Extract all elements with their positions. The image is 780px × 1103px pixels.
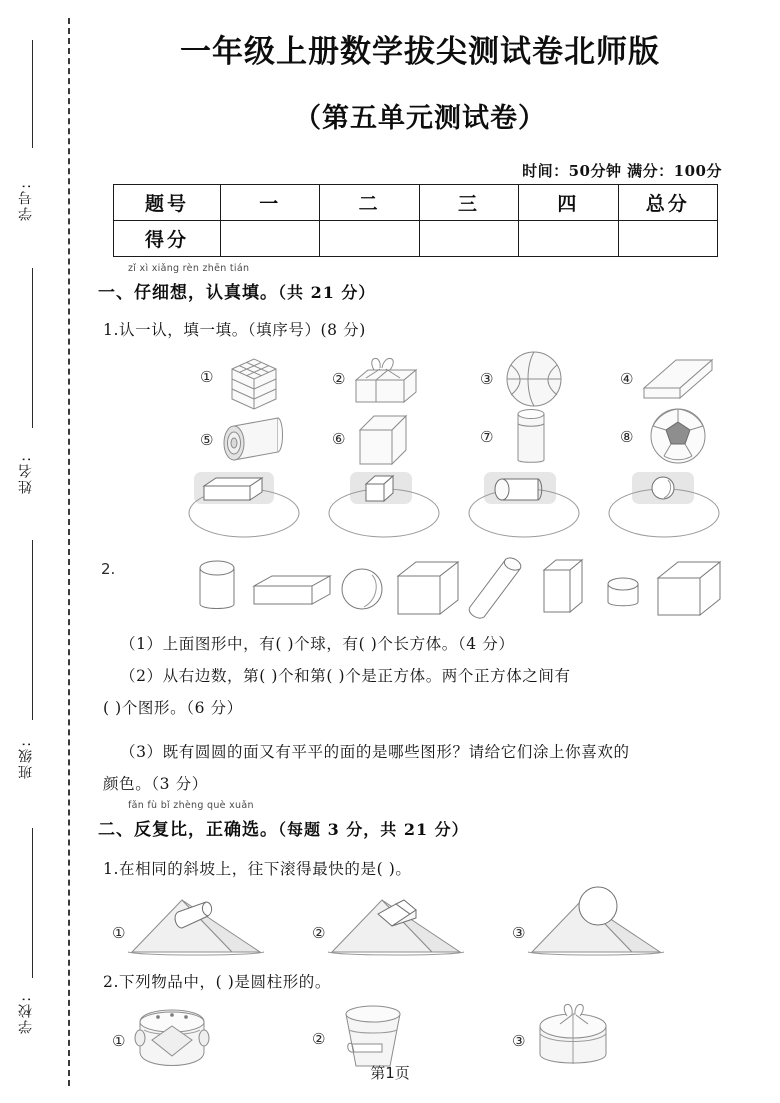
section1-q1-item-7 bbox=[478, 404, 578, 468]
section2-heading-text: 二、反复比，正确选。 bbox=[98, 820, 278, 840]
table-row bbox=[114, 185, 718, 221]
score-table-row-label: 得分 bbox=[114, 221, 221, 257]
section1-q2-shape-cylinder-tilted bbox=[466, 555, 530, 621]
section1-q2-shape-cuboid-flat bbox=[250, 572, 334, 618]
margin-label-name: 姓名: bbox=[18, 455, 34, 494]
section2-q1-option-3[interactable] bbox=[510, 890, 700, 958]
svg-text:④: ④ bbox=[620, 370, 634, 388]
score-cell-2[interactable] bbox=[320, 221, 419, 257]
svg-text:②: ② bbox=[312, 924, 326, 942]
section1-q1-oval-cuboid[interactable] bbox=[182, 470, 322, 542]
svg-text:⑥: ⑥ bbox=[332, 430, 346, 448]
section1-q1-item-6 bbox=[330, 408, 450, 470]
margin-column bbox=[0, 0, 66, 1103]
svg-text:③: ③ bbox=[512, 924, 526, 942]
section1-q2-shape-cube bbox=[394, 558, 462, 620]
exam-meta: 时间：50分钟 满分：100分 bbox=[522, 162, 722, 180]
margin-rule-1 bbox=[32, 40, 33, 148]
section1-q1-item-5 bbox=[198, 412, 318, 468]
score-table-header-4: 四 bbox=[519, 185, 618, 221]
margin-label-student-id: 学号: bbox=[18, 182, 34, 221]
section1-q2-sub3-line2: 颜色。（3 分） bbox=[103, 775, 208, 793]
page-footer: 第1页 bbox=[370, 1064, 410, 1082]
score-table-header-1: 一 bbox=[221, 185, 320, 221]
score-cell-3[interactable] bbox=[419, 221, 518, 257]
section1-heading bbox=[98, 278, 375, 303]
section2-heading bbox=[98, 815, 469, 840]
margin-label-school: 学校: bbox=[18, 995, 34, 1034]
score-table bbox=[113, 184, 718, 257]
section1-q1-item-4 bbox=[618, 352, 728, 410]
section1-q2-sub1: （1）上面图形中，有( )个球，有( )个长方体。（4 分） bbox=[120, 635, 515, 653]
svg-text:①: ① bbox=[200, 368, 214, 386]
section1-q2-label: 2. bbox=[101, 560, 116, 578]
section1-q1-item-8 bbox=[618, 404, 723, 468]
section1-q1-item-2 bbox=[330, 352, 460, 410]
score-table-header-2: 二 bbox=[320, 185, 419, 221]
score-cell-1[interactable] bbox=[221, 221, 320, 257]
svg-text:⑦: ⑦ bbox=[480, 428, 494, 446]
svg-text:③: ③ bbox=[512, 1032, 526, 1050]
margin-rule-4 bbox=[32, 828, 33, 978]
svg-text:①: ① bbox=[112, 924, 126, 942]
perforation-dashed-line bbox=[68, 18, 70, 1086]
section2-points: （每题 3 分，共 21 分） bbox=[278, 820, 469, 839]
section1-q1-item-1 bbox=[198, 352, 318, 410]
svg-text:⑧: ⑧ bbox=[620, 428, 634, 446]
page-subtitle: （第五单元测试卷） bbox=[294, 103, 546, 134]
section1-q1-oval-sphere[interactable] bbox=[602, 470, 742, 542]
section2-q1-option-1[interactable] bbox=[110, 890, 300, 958]
margin-rule-2 bbox=[32, 268, 33, 428]
section1-q2-sub2-line2: ( )个图形。（6 分） bbox=[103, 699, 243, 717]
section1-q2-shape-sphere bbox=[338, 565, 386, 613]
section1-q2-sub2-line1: （2）从右边数，第( )个和第( )个是正方体。两个正方体之间有 bbox=[120, 667, 571, 685]
section1-points: （共 21 分） bbox=[278, 283, 376, 302]
section1-q1-item-3 bbox=[478, 348, 578, 410]
section1-heading-text: 一、仔细想，认真填。 bbox=[98, 283, 278, 303]
svg-text:②: ② bbox=[332, 370, 346, 388]
score-cell-4[interactable] bbox=[519, 221, 618, 257]
section1-q2-shape-cylinder bbox=[190, 556, 246, 618]
section1-q2-shape-cylinder-short bbox=[600, 574, 648, 616]
section2-q1-text: 1.在相同的斜坡上，往下滚得最快的是( )。 bbox=[103, 860, 412, 878]
score-cell-total[interactable] bbox=[618, 221, 717, 257]
table-row bbox=[114, 221, 718, 257]
section1-q2-shape-cuboid-tall bbox=[538, 556, 592, 618]
section1-q2-sub3-line1: （3）既有圆圆的面又有平平的面的是哪些图形？请给它们涂上你喜欢的 bbox=[120, 743, 630, 761]
section1-q2-shape-cube-2 bbox=[654, 558, 726, 620]
page-title: 一年级上册数学拔尖测试卷北师版 bbox=[180, 34, 660, 70]
section1-q1-oval-cylinder[interactable] bbox=[462, 470, 602, 542]
section1-q1-text: 1.认一认，填一填。（填序号）(8 分) bbox=[103, 321, 366, 339]
score-table-header-3: 三 bbox=[419, 185, 518, 221]
svg-text:⑤: ⑤ bbox=[200, 431, 214, 449]
svg-text:②: ② bbox=[312, 1030, 326, 1048]
section1-q1-oval-cube[interactable] bbox=[322, 470, 462, 542]
score-table-header-total: 总分 bbox=[618, 185, 717, 221]
section2-pinyin: fǎn fù bǐ zhèng què xuǎn bbox=[128, 800, 254, 811]
score-table-header-label: 题号 bbox=[114, 185, 221, 221]
margin-label-class: 班级: bbox=[18, 740, 34, 779]
section2-q1-option-2[interactable] bbox=[310, 890, 500, 958]
margin-rule-3 bbox=[32, 540, 33, 720]
svg-text:③: ③ bbox=[480, 370, 494, 388]
section2-q2-text: 2.下列物品中，( )是圆柱形的。 bbox=[103, 973, 332, 991]
section1-pinyin: zǐ xì xiǎng rèn zhēn tián bbox=[128, 263, 250, 274]
svg-text:①: ① bbox=[112, 1032, 126, 1050]
